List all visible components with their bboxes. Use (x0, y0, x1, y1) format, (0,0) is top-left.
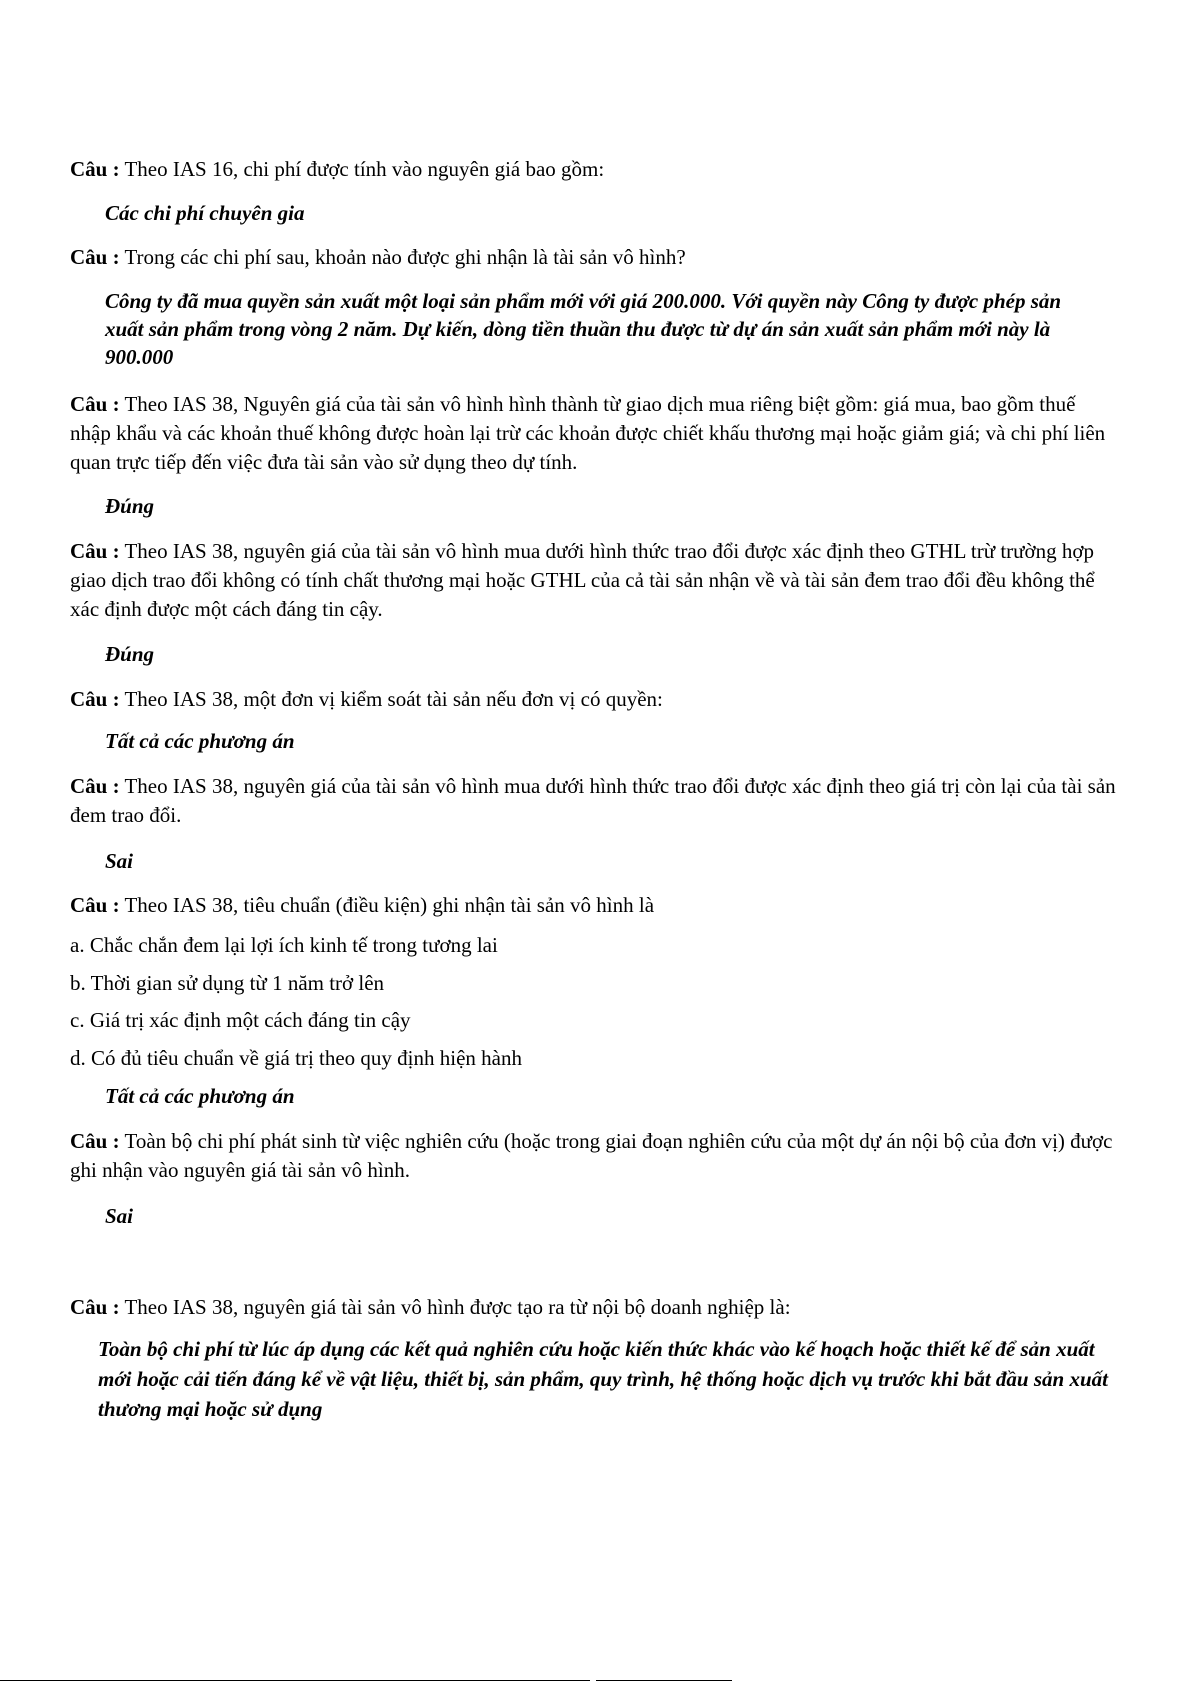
option-c: c. Giá trị xác định một cách đáng tin cậy (70, 1008, 411, 1032)
question-label: Câu : (70, 392, 120, 416)
answer-3: Đúng (105, 494, 155, 518)
option-a: a. Chắc chắn đem lại lợi ích kinh tế trong tương lai (70, 933, 498, 957)
question-9 (70, 1293, 1120, 1322)
answer-9: Toàn bộ chi phí từ lúc áp dụng các kết quả nghiên cứu hoặc kiến thức khác vào kế hoạch hoặc thiết kế để sản xuất mới hoặc cải tiến đáng kể về vật liệu, thiết bị, sản phẩm, quy trình, hệ thống hoặc dịch vụ trước khi bắt đầu sản xuất thương mại hoặc sử dụng (98, 1337, 1108, 1421)
question-text: Theo IAS 38, nguyên giá của tài sản vô hình mua dưới hình thức trao đổi được xác định theo giá trị còn lại của tài sản đem trao đổi. (70, 774, 1116, 827)
question-text: Theo IAS 38, nguyên giá của tài sản vô hình mua dưới hình thức trao đổi được xác định theo GTHL trừ trường hợp giao dịch trao đổi không có tính chất thương mại hoặc GTHL của cả tài sản nhận về và tài sản đem trao đổi đều không thể xác định được một cách đáng tin cậy. (70, 539, 1095, 621)
question-text: Theo IAS 38, nguyên giá tài sản vô hình được tạo ra từ nội bộ doanh nghiệp là: (124, 1295, 791, 1319)
question-2 (70, 243, 1120, 272)
question-3 (70, 390, 1120, 477)
answer-7: Tất cả các phương án (105, 1084, 295, 1108)
answer-1: Các chi phí chuyên gia (105, 201, 305, 225)
question-label: Câu : (70, 687, 120, 711)
question-label: Câu : (70, 245, 120, 269)
question-text: Theo IAS 38, một đơn vị kiểm soát tài sản nếu đơn vị có quyền: (124, 687, 663, 711)
question-label: Câu : (70, 157, 120, 181)
question-1 (70, 155, 1120, 184)
question-label: Câu : (70, 893, 120, 917)
question-label: Câu : (70, 774, 120, 798)
question-5 (70, 685, 1120, 714)
question-7 (70, 891, 1120, 920)
answer-5: Tất cả các phương án (105, 729, 295, 753)
footer-rule-left (0, 1680, 590, 1681)
question-label: Câu : (70, 1129, 120, 1153)
footer-rule-right (596, 1680, 732, 1681)
question-text: Toàn bộ chi phí phát sinh từ việc nghiên cứu (hoặc trong giai đoạn nghiên cứu của một dự án nội bộ của đơn vị) được ghi nhận vào nguyên giá tài sản vô hình. (70, 1129, 1113, 1182)
answer-6: Sai (105, 849, 134, 873)
question-label: Câu : (70, 1295, 120, 1319)
question-4 (70, 537, 1120, 624)
question-text: Theo IAS 38, tiêu chuẩn (điều kiện) ghi nhận tài sản vô hình là (124, 893, 655, 917)
option-b: b. Thời gian sử dụng từ 1 năm trở lên (70, 971, 385, 995)
question-text: Trong các chi phí sau, khoản nào được ghi nhận là tài sản vô hình? (124, 245, 686, 269)
question-text: Theo IAS 38, Nguyên giá của tài sản vô hình hình thành từ giao dịch mua riêng biệt gồm: giá mua, bao gồm thuế nhập khẩu và các khoản thuế không được hoàn lại trừ các khoản được chiết khấu thương mại hoặc giảm giá; và chi phí liên quan trực tiếp đến việc đưa tài sản vào sử dụng theo dự tính. (70, 392, 1106, 474)
question-text: Theo IAS 16, chi phí được tính vào nguyên giá bao gồm: (124, 157, 605, 181)
question-label: Câu : (70, 539, 120, 563)
answer-2: Công ty đã mua quyền sản xuất một loại sản phẩm mới với giá 200.000. Với quyền này Công ty được phép sản xuất sản phẩm trong vòng 2 năm. Dự kiến, dòng tiền thuần thu được từ dự án sản xuất sản phẩm mới này là 900.000 (105, 289, 1062, 369)
option-d: d. Có đủ tiêu chuẩn về giá trị theo quy định hiện hành (70, 1046, 522, 1070)
question-6 (70, 772, 1120, 830)
answer-8: Sai (105, 1204, 134, 1228)
answer-4: Đúng (105, 642, 155, 666)
question-8 (70, 1127, 1120, 1185)
